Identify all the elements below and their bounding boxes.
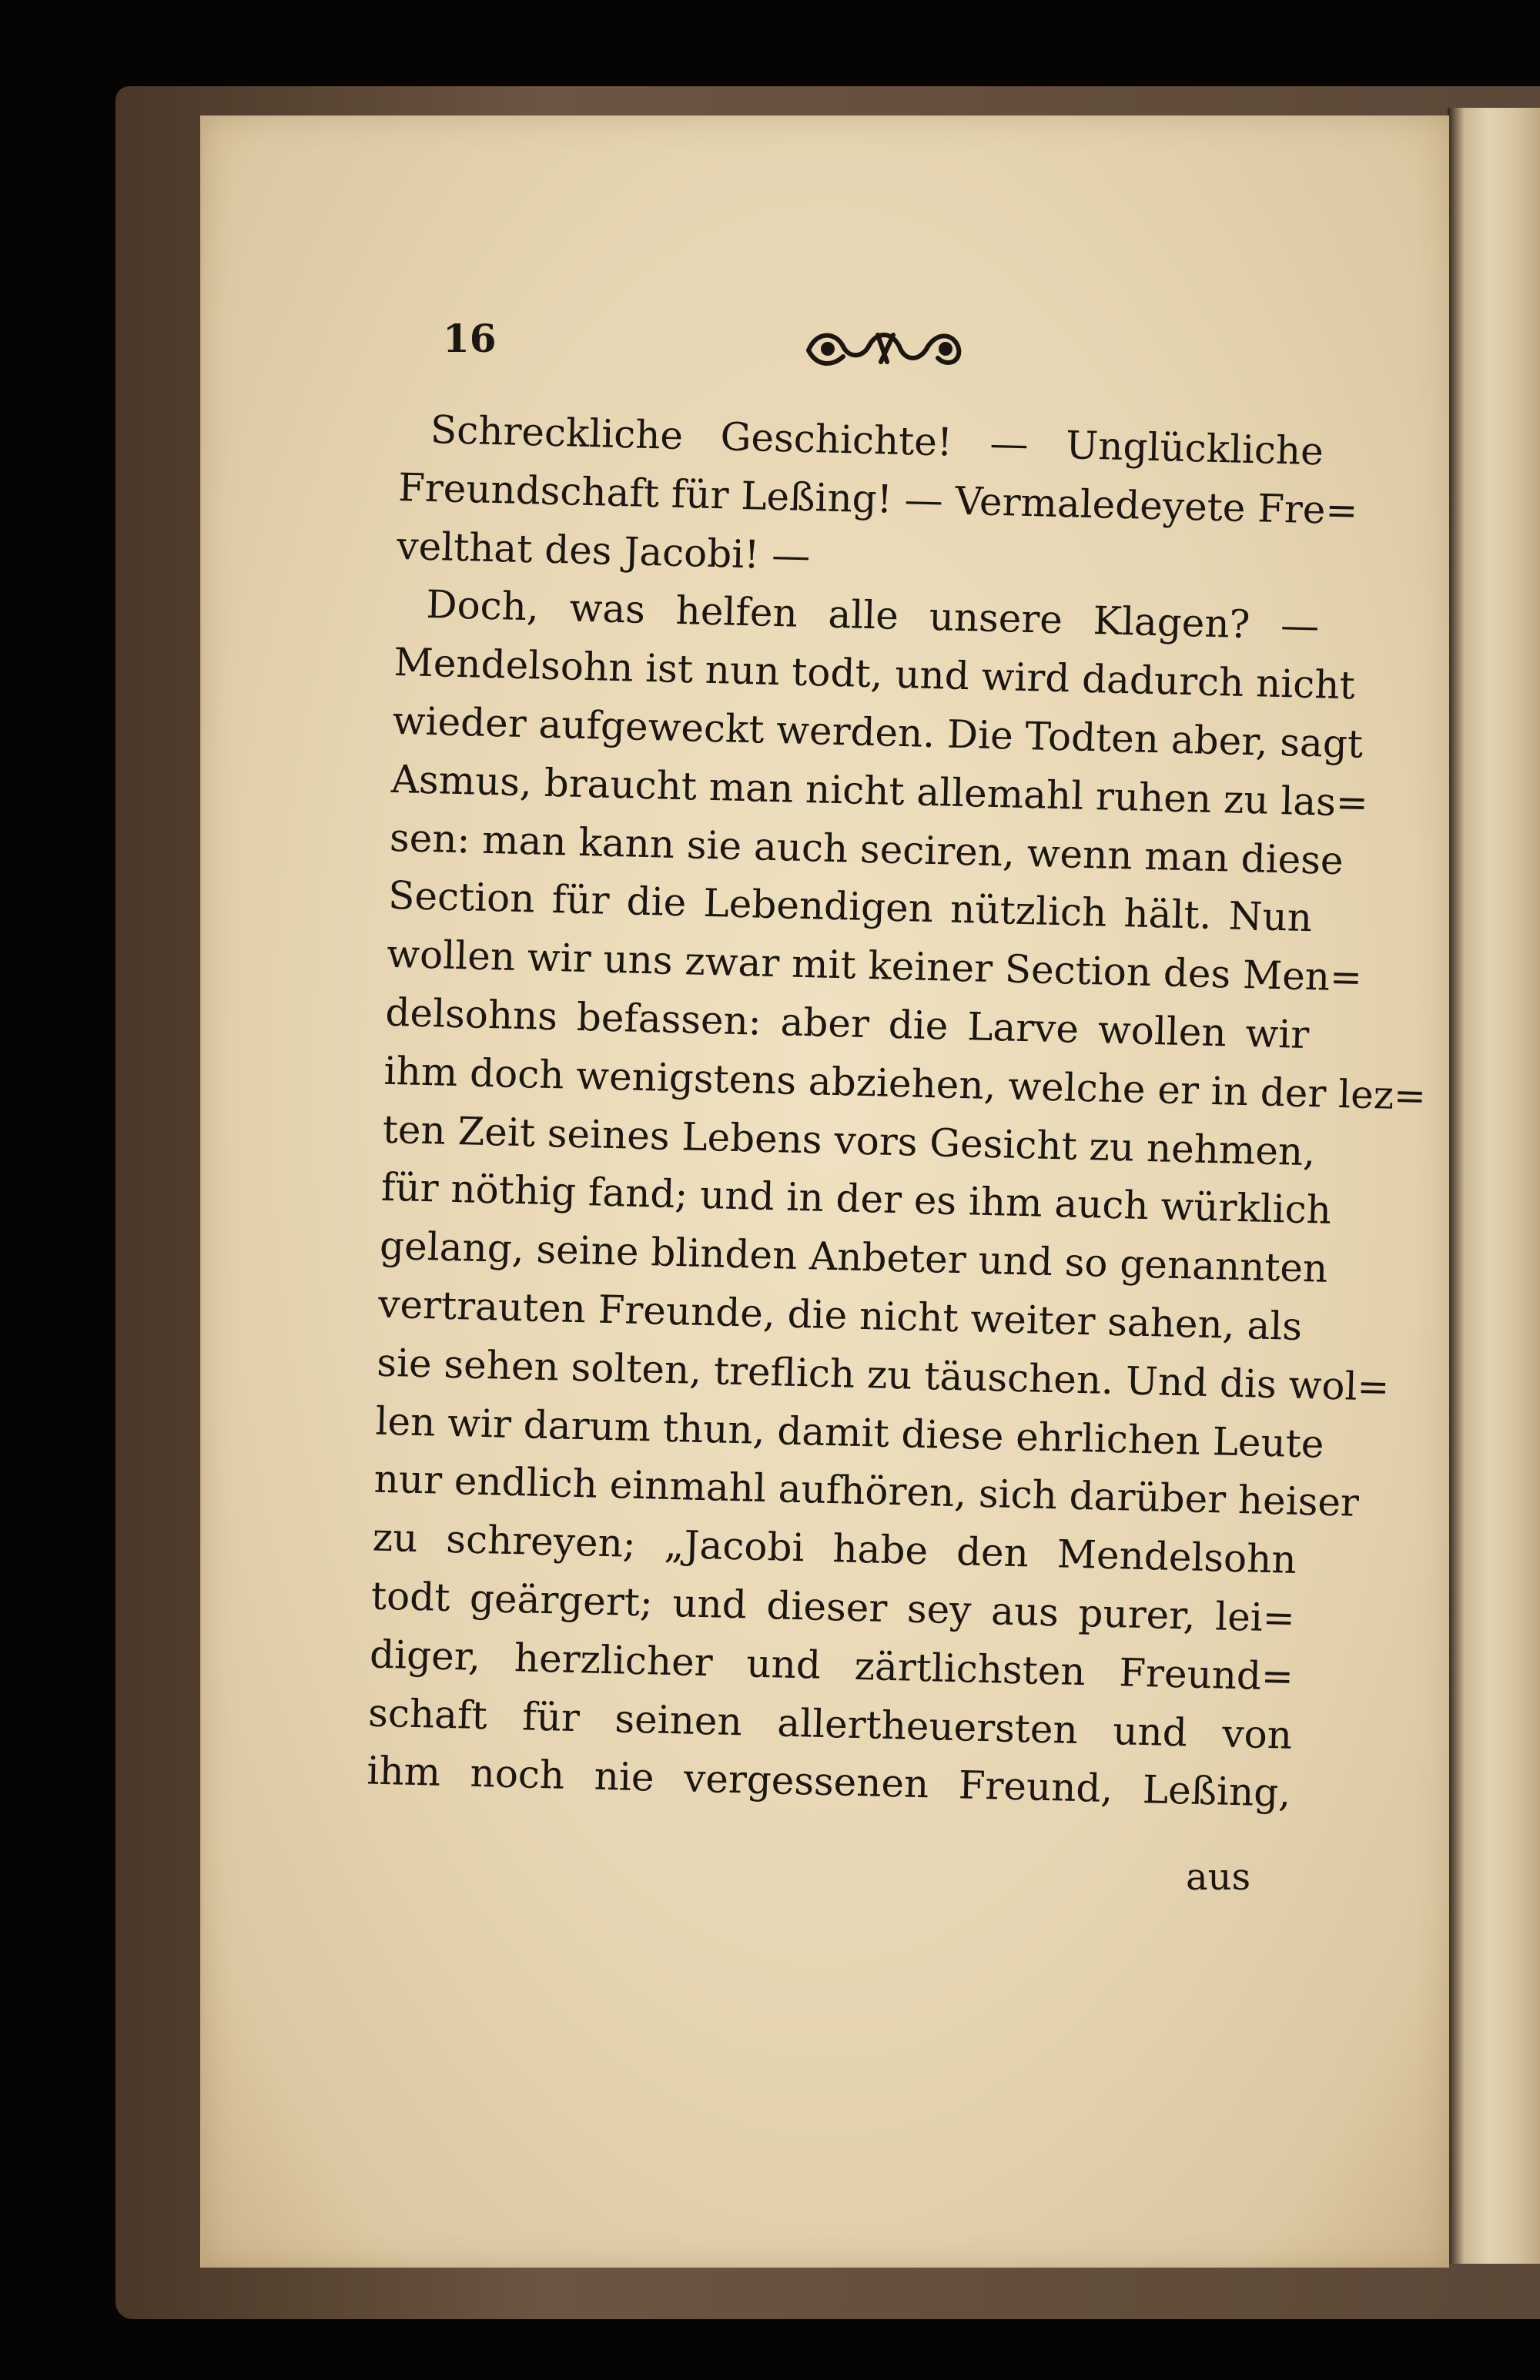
printers-ornament — [801, 320, 966, 377]
text-line: nur endlich einmahl aufhören, sich darüber heiser — [373, 1456, 1360, 1526]
body-text — [366, 400, 1427, 1823]
text-line: len wir darum thun, damit diese ehrlichen Leute — [374, 1398, 1325, 1467]
text-line: für nöthig fand; und in der es ihm auch würklich — [380, 1165, 1332, 1234]
text-line: zu schreyen; „Jacobi habe den Mendelsohn — [372, 1515, 1297, 1583]
text-line: ihm doch wenigstens abziehen, welche er in der lez= — [383, 1048, 1427, 1119]
text-line: delsohns befassen: aber die Larve wollen wir — [384, 989, 1310, 1058]
text-line: sie sehen solten, treflich zu täuschen. Und dis wol= — [376, 1340, 1391, 1410]
text-line: sen: man kann sie auch seciren, wenn man diese — [389, 815, 1344, 883]
text-line: ten Zeit seines Lebens vors Gesicht zu nehmen, — [382, 1106, 1316, 1174]
text-line: Asmus, braucht man nicht allemahl ruhen zu las= — [390, 756, 1369, 825]
text-line: diger, herzlicher und zärtlichsten Freund= — [369, 1632, 1294, 1699]
text-line: Doch, was helfen alle unsere Klagen? — — [425, 582, 1320, 649]
text-line: Section für die Lebendigen nützlich hält. Nun — [387, 873, 1313, 941]
text-line: Freundschaft für Leßing! — Vermaledeyete Fre= — [397, 464, 1359, 534]
facing-page-edge — [1448, 108, 1540, 2264]
text-line: ihm noch nie vergessenen Freund, Leßing, — [366, 1748, 1291, 1816]
text-line: schaft für seinen allertheuersten und von — [367, 1690, 1293, 1758]
text-line: todt geärgert; und dieser sey aus purer, lei= — [370, 1573, 1296, 1641]
text-line: velthat des Jacobi! — — [396, 523, 811, 578]
catchword: aus — [1186, 1856, 1251, 1899]
text-line: gelang, seine blinden Anbeter und so genannten — [379, 1223, 1328, 1291]
text-line: wieder aufgeweckt werden. Die Todten aber, sagt — [392, 698, 1364, 767]
text-line: Schreckliche Geschichte! — Unglückliche — [430, 407, 1324, 474]
text-line: vertrauten Freunde, die nicht weiter sahen, als — [377, 1281, 1303, 1349]
text-line: Mendelsohn ist nun todt, und wird dadurch nicht — [393, 640, 1356, 708]
page-number: 16 — [443, 316, 497, 361]
text-line: wollen wir uns zwar mit keiner Section des Men= — [386, 931, 1363, 1000]
